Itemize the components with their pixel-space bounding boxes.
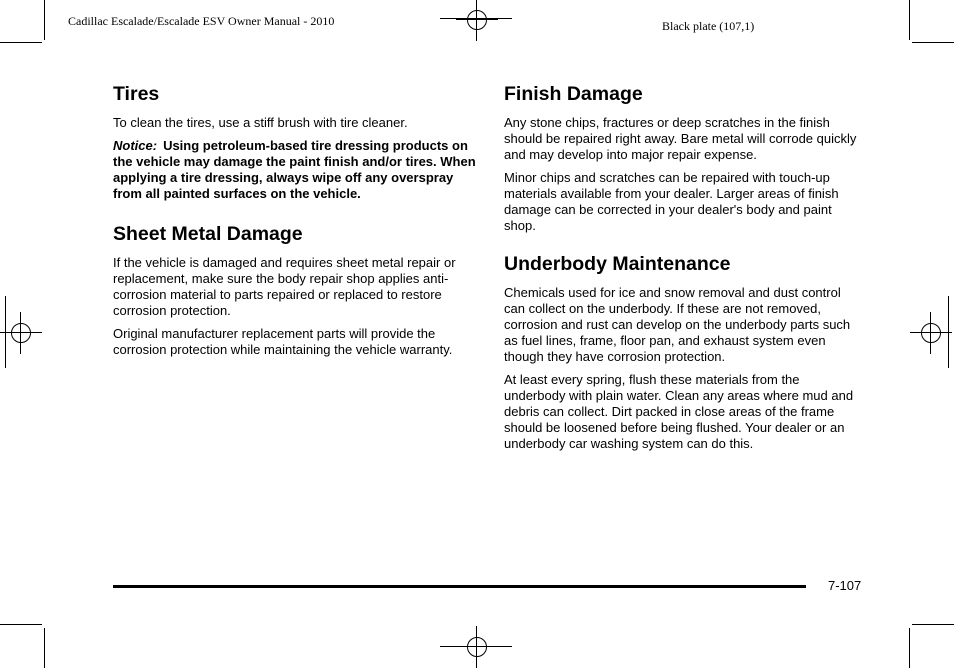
crop-mark (912, 624, 954, 625)
crop-mark (909, 628, 910, 668)
section-heading-underbody-maintenance: Underbody Maintenance (504, 253, 731, 275)
crop-mark (0, 624, 42, 625)
footer-rule (113, 585, 806, 588)
left-column (113, 82, 479, 365)
registration-mark-left (6, 318, 36, 348)
section-heading-sheet-metal-damage: Sheet Metal Damage (113, 223, 303, 245)
paragraph: If the vehicle is damaged and requires sheet metal repair or replacement, make sure the body repair shop applies anti-corrosion material to parts repaired or replaced to restore corrosion protection. (113, 255, 456, 318)
paragraph: Original manufacturer replacement parts will provide the corrosion protection while maintaining the vehicle warranty. (113, 326, 453, 357)
crop-mark (912, 42, 954, 43)
registration-mark-bottom (462, 632, 492, 662)
paragraph: Chemicals used for ice and snow removal and dust control can collect on the underbody. If these are not removed, corrosion and rust can develop on the underbody parts such as fuel lines, frame, floor pan, and exhaust system even though they have corrosion protection. (504, 285, 851, 364)
crop-mark (44, 0, 45, 40)
paragraph: Any stone chips, fractures or deep scratches in the finish should be repaired right away. Bare metal will corrode quickly and may develop into major repair expense. (504, 115, 857, 162)
registration-mark-top (462, 5, 492, 35)
crop-mark (909, 0, 910, 40)
section-heading-finish-damage: Finish Damage (504, 83, 643, 105)
document-header-title: Cadillac Escalade/Escalade ESV Owner Manual - 2010 (68, 14, 335, 28)
notice-paragraph (113, 138, 479, 202)
crop-mark (44, 628, 45, 668)
page-number: 7-107 (828, 578, 862, 593)
paragraph: To clean the tires, use a stiff brush with tire cleaner. (113, 115, 408, 130)
notice-text: Using petroleum-based tire dressing products on the vehicle may damage the paint finish and/or tires. When applying a tire dressing, always wipe off any overspray from all painted surfaces on the vehicle. (113, 138, 476, 201)
section-heading-tires: Tires (113, 83, 160, 105)
notice-label: Notice: (113, 138, 158, 153)
right-column (504, 82, 859, 459)
paragraph: Minor chips and scratches can be repaired with touch-up materials available from your dealer. Larger areas of finish damage can be corrected in your dealer's body and paint shop. (504, 170, 839, 233)
plate-label: Black plate (107,1) (662, 19, 755, 33)
crop-mark (0, 42, 42, 43)
registration-mark-right (916, 318, 946, 348)
paragraph: At least every spring, flush these materials from the underbody with plain water. Clean any areas where mud and debris can collect. Dirt packed in close areas of the frame should be loosened before being flushed. Your dealer or an underbody car washing system can do this. (504, 372, 854, 451)
